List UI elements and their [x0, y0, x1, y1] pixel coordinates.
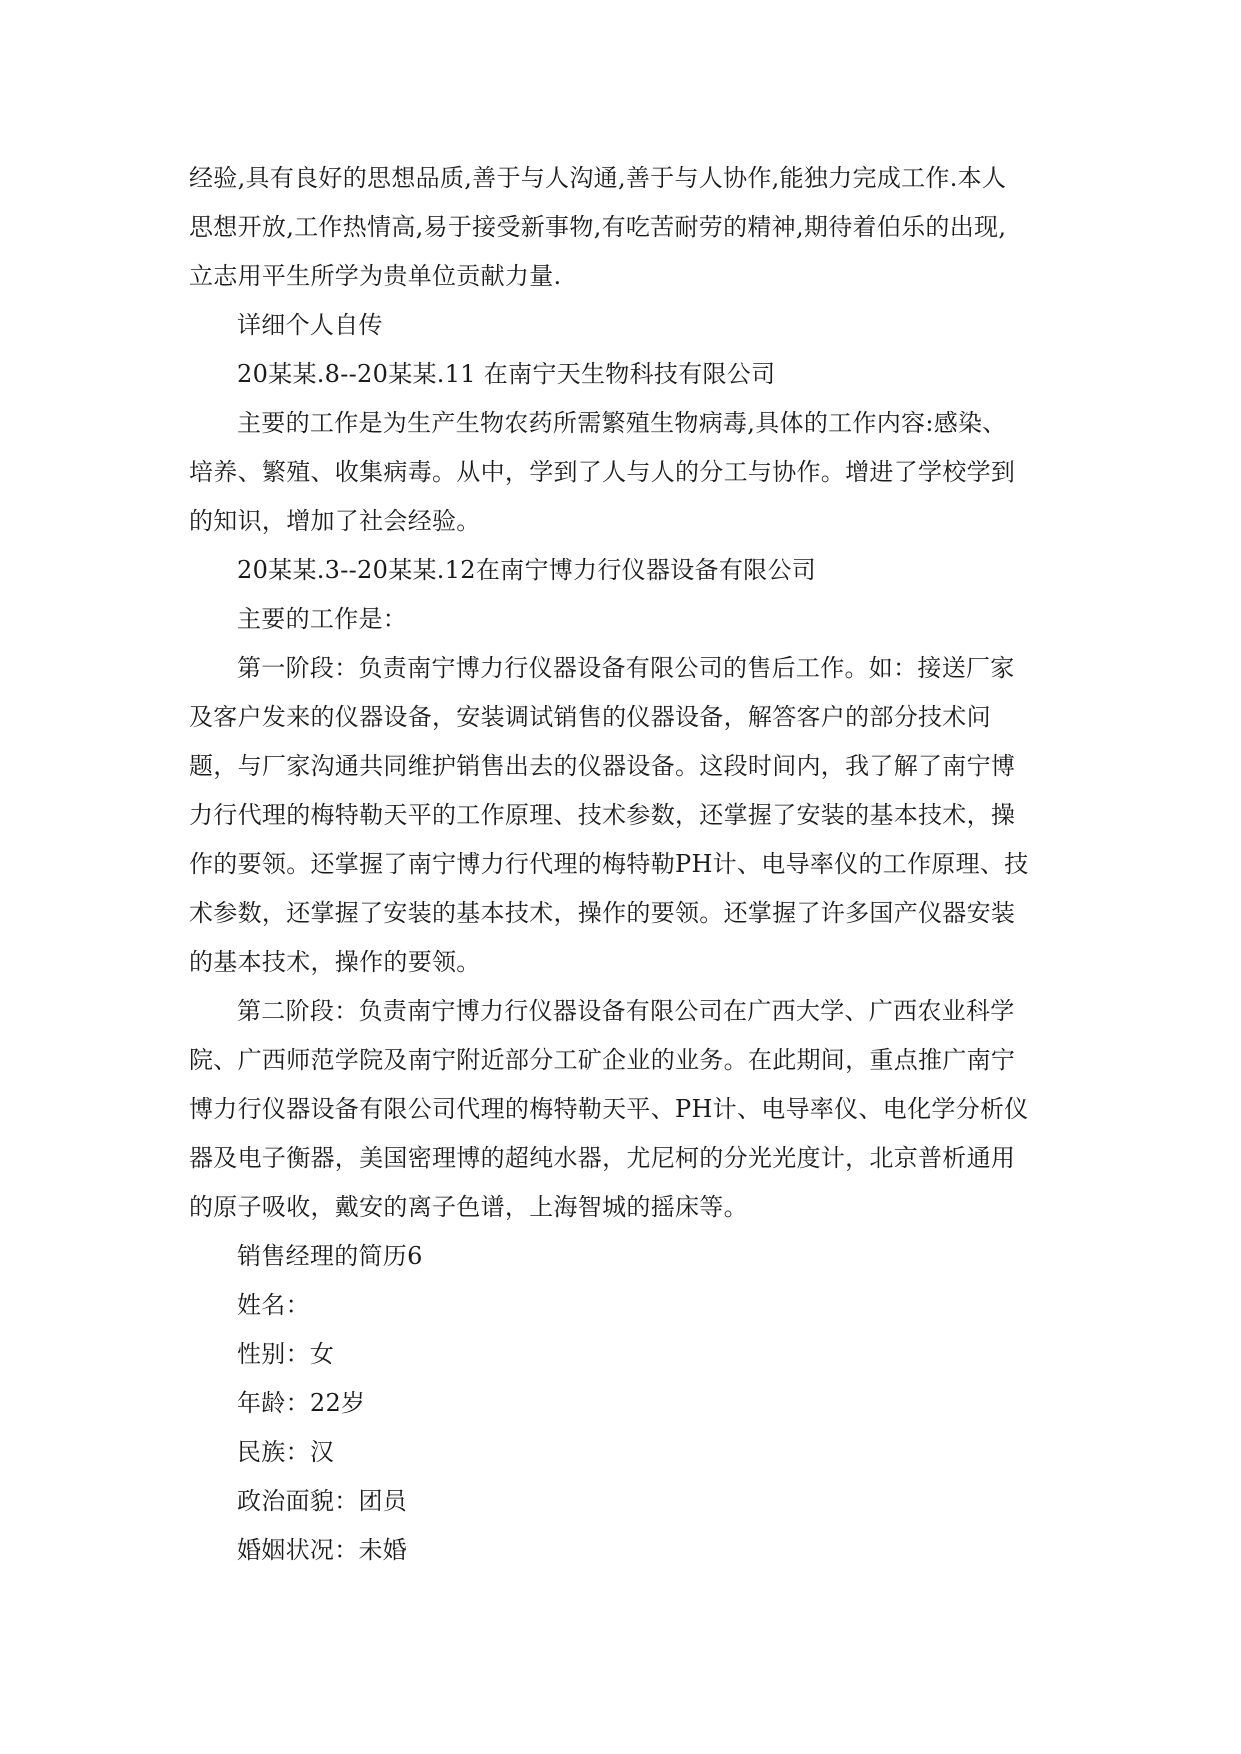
- document-page: [189, 158, 1049, 1579]
- paragraph-line: 院、广西师范学院及南宁附近部分工矿企业的业务。在此期间，重点推广南宁: [189, 1046, 1016, 1074]
- paragraph-line: 作的要领。还掌握了南宁博力行代理的梅特勒PH计、电导率仪的工作原理、技: [189, 850, 1029, 878]
- paragraph-line: 力行代理的梅特勒天平的工作原理、技术参数，还掌握了安装的基本技术，操: [189, 801, 1016, 829]
- field-political-status: 政治面貌：团员: [237, 1487, 408, 1515]
- paragraph-line: 及客户发来的仪器设备，安装调试销售的仪器设备，解答客户的部分技术问: [189, 703, 991, 731]
- paragraph-line: 经验,具有良好的思想品质,善于与人沟通,善于与人协作,能独力完成工作.本人: [189, 164, 1007, 192]
- paragraph-line: 立志用平生所学为贵单位贡献力量.: [189, 262, 562, 290]
- paragraph-line: 博力行仪器设备有限公司代理的梅特勒天平、PH计、电导率仪、电化学分析仪: [189, 1095, 1029, 1123]
- section-heading: 销售经理的简历6: [237, 1242, 423, 1270]
- paragraph-line: 题，与厂家沟通共同维护销售出去的仪器设备。这段时间内，我了解了南宁博: [189, 752, 1016, 780]
- field-ethnicity: 民族：汉: [237, 1438, 335, 1466]
- paragraph-line: 培养、繁殖、收集病毒。从中，学到了人与人的分工与协作。增进了学校学到: [189, 458, 1016, 486]
- paragraph-line: 第二阶段：负责南宁博力行仪器设备有限公司在广西大学、广西农业科学: [237, 997, 1015, 1025]
- paragraph-line: 的基本技术，操作的要领。: [189, 948, 481, 976]
- paragraph-line: 主要的工作是：: [237, 605, 408, 633]
- field-name: 姓名：: [237, 1291, 310, 1319]
- paragraph-line: 主要的工作是为生产生物农药所需繁殖生物病毒,具体的工作内容:感染、: [237, 409, 1007, 437]
- field-age: 年龄：22岁: [237, 1389, 366, 1417]
- paragraph-line: 的原子吸收，戴安的离子色谱，上海智城的摇床等。: [189, 1193, 748, 1221]
- field-gender: 性别：女: [237, 1340, 335, 1368]
- paragraph-line: 术参数，还掌握了安装的基本技术，操作的要领。还掌握了许多国产仪器安装: [189, 899, 1016, 927]
- section-heading: 详细个人自传: [237, 311, 383, 339]
- paragraph-line: 第一阶段：负责南宁博力行仪器设备有限公司的售后工作。如：接送厂家: [237, 654, 1015, 682]
- paragraph-line: 的知识，增加了社会经验。: [189, 507, 481, 535]
- paragraph-line: 思想开放,工作热情高,易于接受新事物,有吃苦耐劳的精神,期待着伯乐的出现,: [189, 213, 1007, 241]
- field-marital-status: 婚姻状况：未婚: [237, 1536, 408, 1564]
- paragraph-line: 器及电子衡器，美国密理博的超纯水器，尤尼柯的分光光度计，北京普析通用: [189, 1144, 1016, 1172]
- employment-period-1: 20某某.8--20某某.11 在南宁天生物科技有限公司: [237, 360, 776, 388]
- employment-period-2: 20某某.3--20某某.12在南宁博力行仪器设备有限公司: [237, 556, 817, 584]
